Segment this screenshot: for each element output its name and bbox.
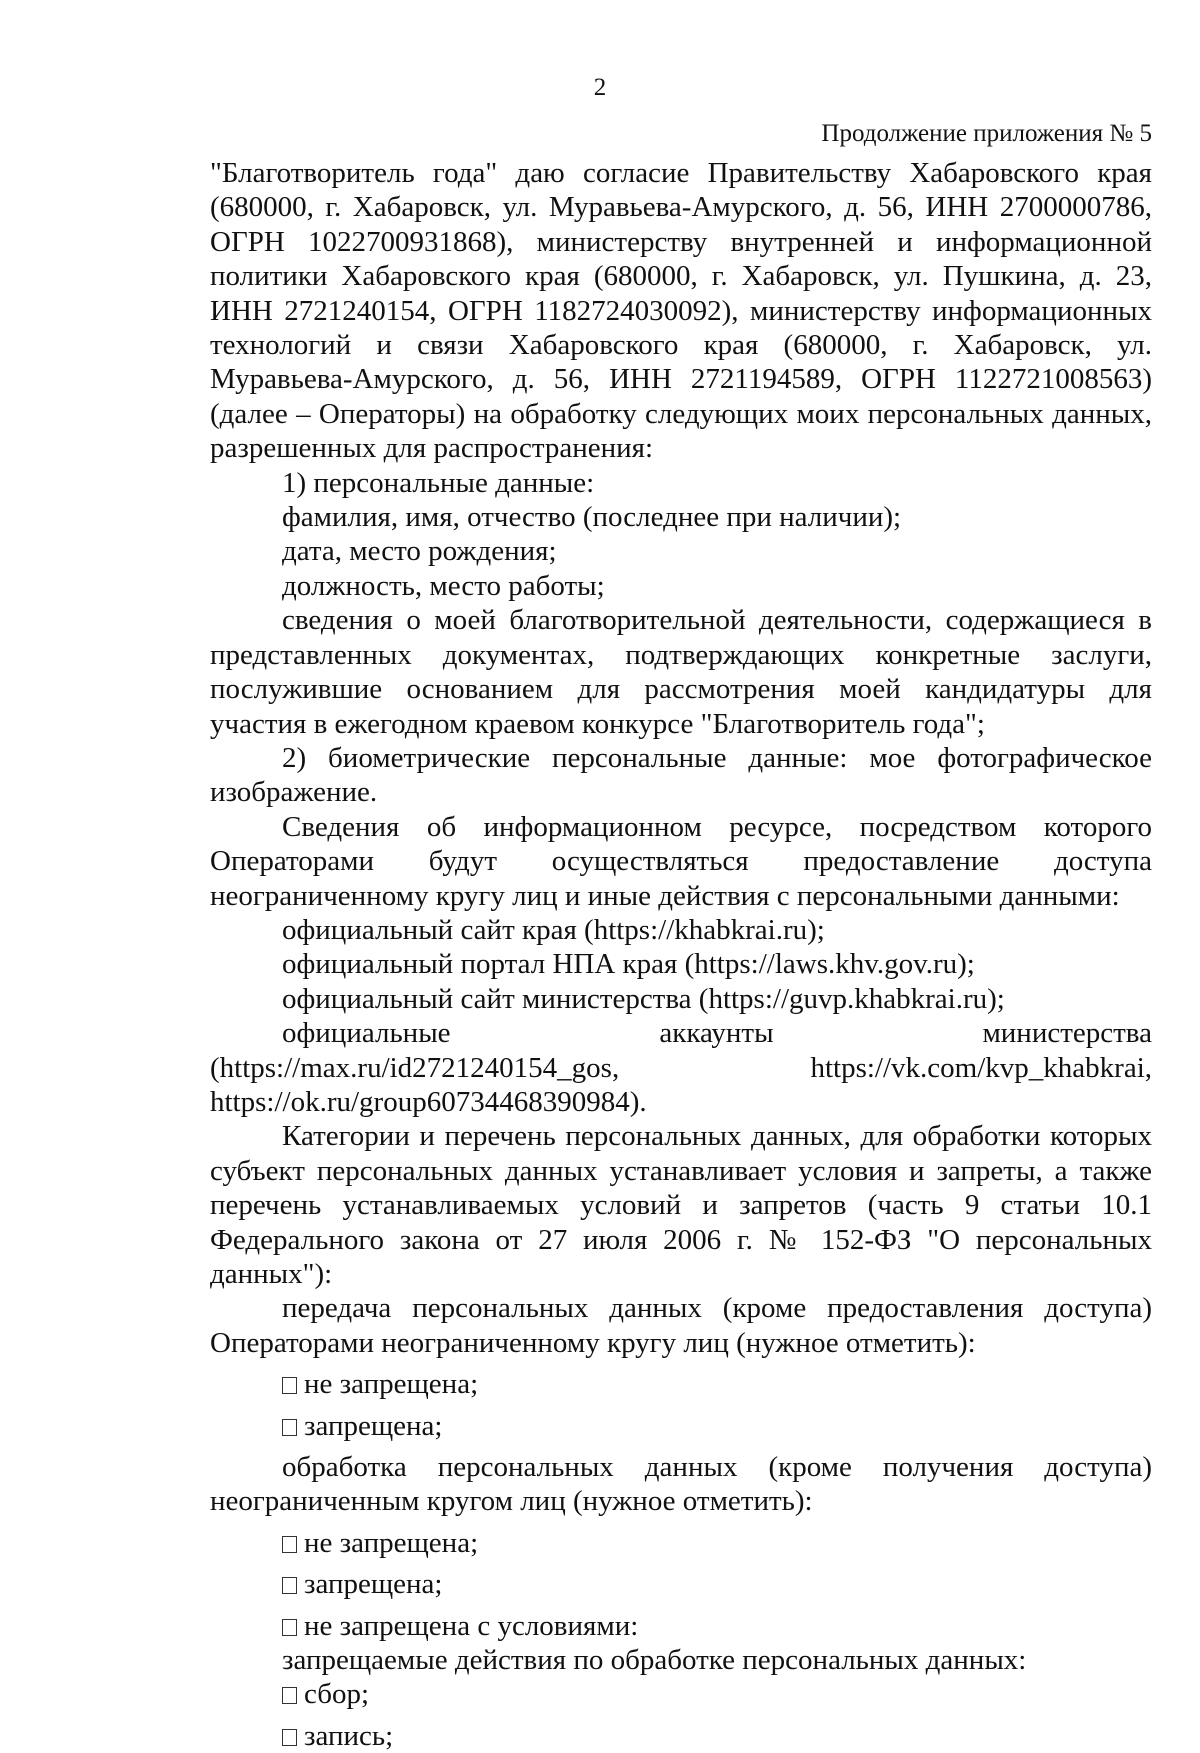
processing-option-allowed[interactable] (210, 1526, 1152, 1560)
appendix-continuation-note: Продолжение приложения № 5 (821, 120, 1152, 147)
option-label: не запрещена с условиями: (304, 1609, 639, 1642)
option-label: не запрещена; (304, 1368, 479, 1401)
resource-intro: Сведения об информационном ресурсе, посредством которого Операторами будут осуществляться предоставление доступа неограниченному кругу лиц и иные действия с персональными данными: (210, 810, 1152, 912)
document-body (210, 156, 1152, 1753)
resource-ministry-accounts: официальные аккаунты министерства (https://max.ru/id2721240154_gos, https://vk.com/kvp_khabkrai, https://ok.ru/group60734468390984). (210, 1017, 1152, 1118)
checkbox-icon[interactable] (282, 1577, 297, 1594)
resource-npa-portal: официальный портал НПА края (https://laws.khv.gov.ru); (282, 948, 975, 981)
forbidden-actions-heading: запрещаемые действия по обработке персональных данных: (282, 1644, 1027, 1677)
page-number: 2 (593, 74, 607, 101)
processing-option-forbidden[interactable] (210, 1567, 1152, 1601)
option-label: запрещена; (304, 1409, 443, 1442)
personal-data-job: должность, место работы; (282, 569, 605, 602)
checkbox-icon[interactable] (282, 1687, 297, 1704)
consent-paragraph: "Благотворитель года" даю согласие Правительству Хабаровского края (680000, г. Хабаровск, ул. Муравьева-Амурского, д. 56, ИНН 2700000786, ОГРН 1022700931868), министерству внутренней и информационной политики Хабаровского края (680000, г. Хабаровск, ул. Пушкина, д. 23, ИНН 2721240154, ОГРН 1182724030092), министерству информационных технологий и связи Хабаровского края (680000, г. Хабаровск, ул. Муравьева-Амурского, д. 56, ИНН 2721194589, ОГРН 1122721008563) (далее – Операторы) на обработку следующих моих персональных данных, разрешенных для распространения: (210, 157, 1152, 465)
resource-official-site: официальный сайт края (https://khabkrai.ru); (282, 913, 825, 946)
transfer-option-allowed[interactable] (210, 1367, 1152, 1401)
biometric-data: 2) биометрические персональные данные: мое фотографическое изображение. (210, 741, 1152, 809)
checkbox-icon[interactable] (282, 1729, 297, 1746)
checkbox-icon[interactable] (282, 1536, 297, 1553)
option-label: запрещена; (304, 1568, 443, 1601)
processing-option-conditional[interactable] (210, 1609, 1152, 1643)
checkbox-icon[interactable] (282, 1419, 297, 1436)
categories-paragraph: Категории и перечень персональных данных, для обработки которых субъект персональных данных устанавливает условия и запреты, а также перечень устанавливаемых условий и запретов (часть 9 статьи 10.1 Федерального закона от 27 июля 2006 г. № 152-ФЗ "О персональных данных"): (210, 1120, 1152, 1290)
transfer-option-forbidden[interactable] (210, 1409, 1152, 1443)
personal-data-charity: сведения о моей благотворительной деятельности, содержащиеся в представленных документах, подтверждающих конкретные заслуги, послужившие основанием для рассмотрения моей кандидатуры для участия в ежегодном краевом конкурсе "Благотворитель года"; (210, 604, 1152, 740)
action-option-collect[interactable] (210, 1677, 1152, 1711)
checkbox-icon[interactable] (282, 1377, 297, 1394)
transfer-paragraph: передача персональных данных (кроме предоставления доступа) Операторами неограниченному кругу лиц (нужное отметить): (210, 1292, 1152, 1359)
option-label: запись; (304, 1719, 394, 1752)
resource-ministry-site: официальный сайт министерства (https://guvp.khabkrai.ru); (282, 982, 1005, 1015)
personal-data-fio: фамилия, имя, отчество (последнее при наличии); (282, 501, 902, 534)
personal-data-heading: 1) персональные данные: (282, 466, 595, 499)
personal-data-birth: дата, место рождения; (282, 535, 557, 568)
option-label: не запрещена; (304, 1526, 479, 1559)
action-option-record[interactable] (210, 1719, 1152, 1753)
option-label: сбор; (304, 1678, 370, 1711)
processing-paragraph: обработка персональных данных (кроме получения доступа) неограниченным кругом лиц (нужное отметить): (210, 1451, 1152, 1518)
checkbox-icon[interactable] (282, 1619, 297, 1636)
